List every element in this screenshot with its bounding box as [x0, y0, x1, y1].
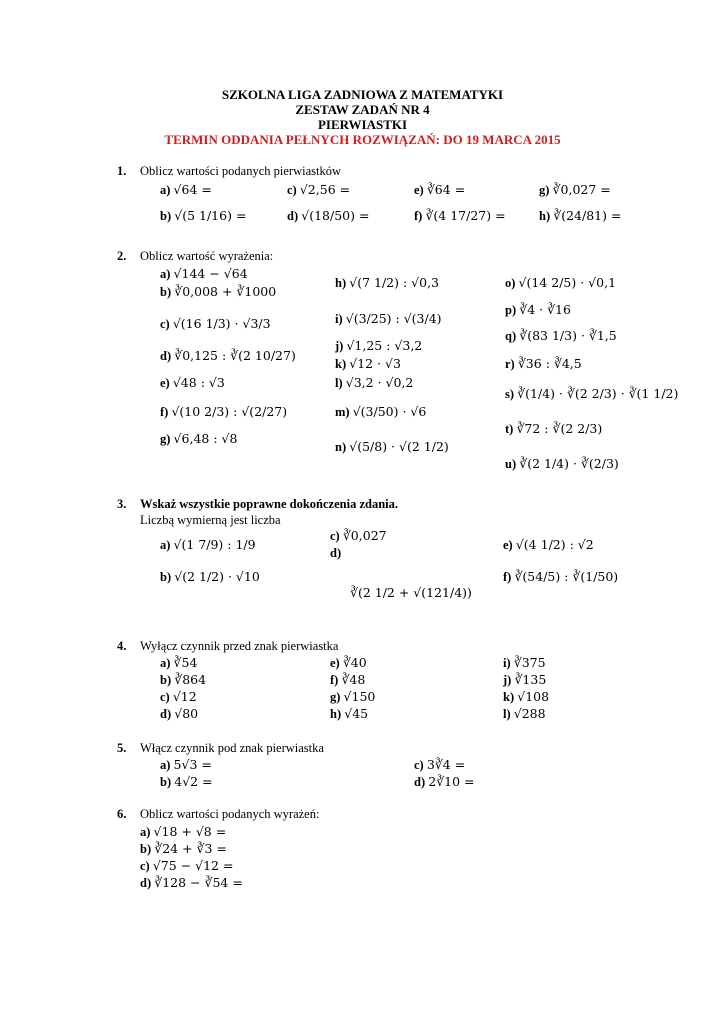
item-expr: ∛375 [513, 655, 546, 670]
item-label: g) [160, 432, 171, 446]
item-expr: √144 − √64 [173, 266, 248, 281]
item-label: b) [160, 209, 172, 223]
item-label: d) [330, 546, 342, 560]
item-label: u) [505, 457, 517, 471]
item-label: a) [140, 825, 151, 839]
item-label: l) [503, 707, 511, 721]
task2-item [335, 275, 439, 291]
item-expr: √(1 7/9) : 1/9 [173, 537, 256, 552]
task1-item [160, 182, 212, 198]
item-expr: ∛0,125 : ∛(2 10/27) [174, 348, 296, 363]
task1-item [160, 208, 246, 224]
task2-item [160, 404, 287, 420]
item-expr: ∛(2 1/4) · ∛(2/3) [519, 456, 619, 471]
item-label: k) [503, 690, 515, 704]
item-expr: ∛(83 1/3) · ∛1,5 [519, 328, 617, 343]
task2-item [505, 302, 571, 318]
item-expr: √48 : √3 [172, 375, 225, 390]
item-label: c) [330, 529, 340, 543]
item-expr: √288 [513, 706, 546, 721]
task4-item [503, 672, 546, 688]
item-expr: √64 = [173, 182, 212, 197]
item-label: b) [160, 775, 172, 789]
item-expr: √(14 2/5) · √0,1 [518, 275, 617, 290]
item-label: e) [414, 183, 424, 197]
item-expr: √12 [172, 689, 197, 704]
item-label: d) [414, 775, 426, 789]
task4-item [503, 689, 549, 705]
item-expr: 4√2 = [174, 774, 213, 789]
task2-item [160, 284, 276, 300]
item-label: m) [335, 405, 350, 419]
item-label: g) [539, 183, 550, 197]
task1-text: Oblicz wartości podanych pierwiastków [140, 164, 341, 178]
item-label: a) [160, 267, 171, 281]
item-label: j) [503, 673, 512, 687]
task3-text: Wskaż wszystkie poprawne dokończenia zdania. [140, 497, 399, 511]
task2-item [335, 404, 426, 420]
item-expr: ∛(2 1/2 + √(121/4)) [350, 585, 472, 600]
item-expr: ∛(1/4) · ∛(2 2/3) · ∛(1 1/2) [517, 386, 679, 401]
item-expr: √(5/8) · √(2 1/2) [349, 439, 449, 454]
task3-item [503, 569, 618, 585]
item-label: a) [160, 758, 171, 772]
item-expr: √150 [343, 689, 376, 704]
task5-item [160, 774, 213, 790]
task2-item [160, 348, 296, 364]
item-expr: √3,2 · √0,2 [345, 375, 414, 390]
task6-item [140, 841, 227, 857]
item-label: f) [330, 673, 339, 687]
task4-item [330, 655, 367, 671]
item-label: c) [140, 859, 150, 873]
item-expr: ∛54 [173, 655, 198, 670]
task1-item [287, 208, 369, 224]
item-expr: √12 · √3 [349, 356, 401, 371]
item-label: h) [335, 276, 347, 290]
item-label: p) [505, 303, 517, 317]
item-label: s) [505, 387, 515, 401]
item-expr: √80 [174, 706, 199, 721]
task6-item [140, 824, 226, 840]
item-expr: ∛(24/81) = [553, 208, 622, 223]
item-expr: ∛0,027 = [552, 182, 611, 197]
header-set: ZESTAW ZADAŃ NR 4 [295, 102, 430, 117]
item-expr: ∛64 = [426, 182, 466, 197]
item-label: o) [505, 276, 516, 290]
task1-item [539, 182, 611, 198]
task3-item [503, 537, 594, 553]
item-label: b) [160, 673, 172, 687]
header-title: SZKOLNA LIGA ZADNIOWA Z MATEMATYKI [221, 87, 504, 102]
item-label: d) [160, 707, 172, 721]
item-expr: ∛128 − ∛54 = [154, 875, 243, 890]
item-expr: ∛(4 17/27) = [425, 208, 506, 223]
task4-text: Wyłącz czynnik przed znak pierwiastka [140, 639, 339, 653]
item-expr: √(7 1/2) : √0,3 [349, 275, 440, 290]
item-label: q) [505, 329, 517, 343]
item-label: g) [330, 690, 341, 704]
item-label: d) [160, 349, 172, 363]
task2-item [335, 356, 401, 372]
task5-text: Włącz czynnik pod znak pierwiastka [140, 741, 324, 755]
task2-item [335, 338, 422, 354]
task4-item [330, 689, 375, 705]
task2-number: 2. [117, 249, 127, 263]
task3-subtext: Liczbą wymierną jest liczba [140, 513, 281, 527]
item-expr: √(4 1/2) : √2 [515, 537, 594, 552]
task3-number: 3. [117, 497, 127, 511]
item-expr: √(2 1/2) · √10 [174, 569, 260, 584]
item-expr: √75 − √12 = [152, 858, 234, 873]
item-label: h) [330, 707, 342, 721]
item-expr: 5√3 = [173, 757, 212, 772]
task3-item [160, 569, 260, 585]
task2-item [160, 266, 248, 282]
task4-item [503, 655, 546, 671]
item-expr: ∛0,027 [342, 528, 387, 543]
task6-text: Oblicz wartości podanych wyrażeń: [140, 807, 320, 821]
item-label: f) [503, 570, 512, 584]
task4-item [160, 672, 206, 688]
item-expr: √(3/25) : √(3/4) [345, 311, 442, 326]
item-label: c) [414, 758, 424, 772]
header-deadline: TERMIN ODDANIA PEŁNYCH ROZWIĄZAŃ: DO 19 MARCA 2015 [164, 132, 561, 147]
item-label: e) [160, 376, 170, 390]
task2-item [335, 375, 413, 391]
item-label: e) [503, 538, 513, 552]
item-expr: √6,48 : √8 [173, 431, 238, 446]
item-expr: ∛36 : ∛4,5 [517, 356, 582, 371]
task5-item [160, 757, 212, 773]
task3-item [160, 537, 256, 553]
task3-item [330, 528, 387, 544]
item-label: c) [287, 183, 297, 197]
task3-item-d-expr [350, 585, 472, 601]
task2-text: Oblicz wartość wyrażenia: [140, 249, 274, 263]
task4-item [160, 706, 198, 722]
task4-item [160, 655, 197, 671]
item-expr: √2,56 = [299, 182, 351, 197]
task2-item [335, 311, 442, 327]
task6-item [140, 858, 233, 874]
task1-item [539, 208, 621, 224]
item-label: e) [330, 656, 340, 670]
task5-item [414, 757, 465, 773]
item-label: l) [335, 376, 343, 390]
item-label: h) [539, 209, 551, 223]
header-topic: PIERWIASTKI [317, 117, 408, 132]
item-expr: ∛72 : ∛(2 2/3) [516, 421, 603, 436]
item-expr: ∛0,008 + ∛1000 [174, 284, 277, 299]
item-expr: ∛24 + ∛3 = [154, 841, 227, 856]
task4-item [330, 706, 368, 722]
item-label: i) [335, 312, 343, 326]
item-expr: √(3/50) · √6 [352, 404, 427, 419]
item-label: n) [335, 440, 347, 454]
item-expr: √1,25 : √3,2 [346, 338, 423, 353]
task6-number: 6. [117, 807, 127, 821]
item-label: c) [160, 317, 170, 331]
task4-item [330, 672, 365, 688]
item-label: t) [505, 422, 514, 436]
task4-item [160, 689, 197, 705]
task4-item [503, 706, 546, 722]
task2-item [505, 456, 619, 472]
item-expr: ∛40 [342, 655, 367, 670]
task2-item [505, 386, 678, 402]
item-expr: ∛(54/5) : ∛(1/50) [514, 569, 619, 584]
task6-item [140, 875, 243, 891]
item-label: a) [160, 183, 171, 197]
item-expr: ∛135 [514, 672, 547, 687]
item-label: b) [160, 285, 172, 299]
task1-item [414, 208, 506, 224]
task3-item [330, 545, 341, 561]
item-label: k) [335, 357, 347, 371]
task5-item [414, 774, 475, 790]
item-label: r) [505, 357, 515, 371]
item-label: a) [160, 538, 171, 552]
task2-item [160, 375, 225, 391]
item-label: c) [160, 690, 170, 704]
item-expr: 3∛4 = [426, 757, 466, 772]
task2-item [505, 356, 582, 372]
task1-number: 1. [117, 164, 127, 178]
item-label: j) [335, 339, 344, 353]
task5-number: 5. [117, 741, 127, 755]
task2-item [505, 328, 617, 344]
item-expr: √(18/50) = [301, 208, 370, 223]
item-expr: ∛48 [341, 672, 366, 687]
task2-item [505, 421, 602, 437]
task1-item [414, 182, 465, 198]
item-expr: √(5 1/16) = [174, 208, 247, 223]
task2-item [160, 316, 271, 332]
task4-number: 4. [117, 639, 127, 653]
task1-item [287, 182, 350, 198]
item-label: i) [503, 656, 511, 670]
item-expr: ∛864 [174, 672, 207, 687]
item-label: d) [140, 876, 152, 890]
item-expr: √(10 2/3) : √(2/27) [171, 404, 288, 419]
item-expr: 2∛10 = [428, 774, 475, 789]
item-label: f) [160, 405, 169, 419]
item-label: b) [160, 570, 172, 584]
task2-item [505, 275, 616, 291]
item-label: a) [160, 656, 171, 670]
item-expr: √(16 1/3) · √3/3 [172, 316, 271, 331]
task2-item [160, 431, 237, 447]
item-expr: ∛4 · ∛16 [519, 302, 571, 317]
task2-item [335, 439, 449, 455]
item-label: b) [140, 842, 152, 856]
item-label: d) [287, 209, 299, 223]
item-label: f) [414, 209, 423, 223]
item-expr: √18 + √8 = [153, 824, 227, 839]
item-expr: √108 [517, 689, 550, 704]
item-expr: √45 [344, 706, 369, 721]
